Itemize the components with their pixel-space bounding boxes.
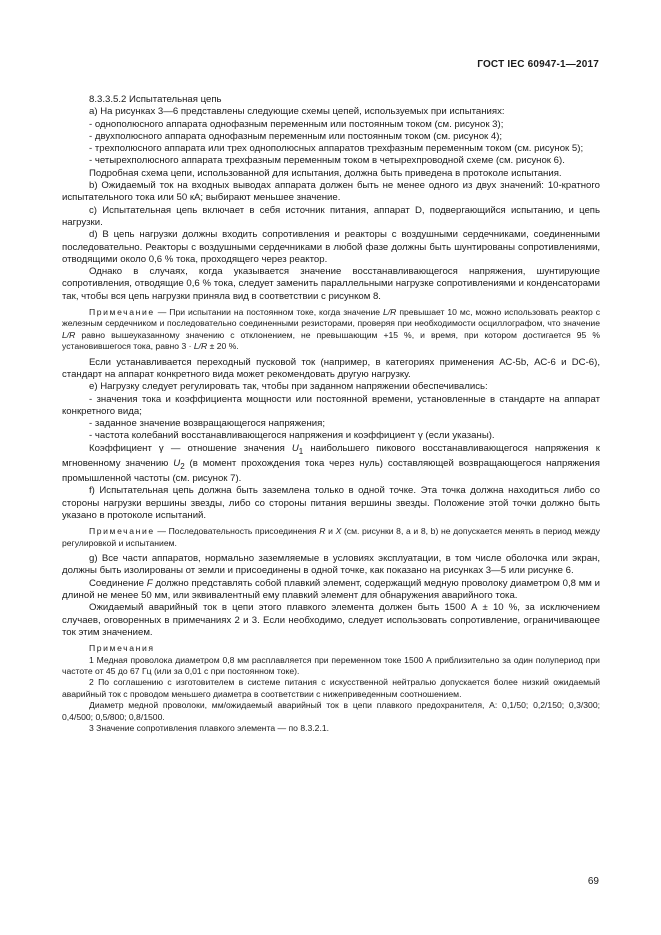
note-1 <box>62 307 600 353</box>
list-item: - частота колебаний восстанавливающегося напряжения и коэффициент γ (если указаны). <box>89 430 495 442</box>
text: (в момент прохождения тока через нуль) составляющей возвращающегося напряжения промышленной частоты (см. рисунок 7). <box>62 457 600 485</box>
item-d: d) В цепь нагрузки должны входить сопротивления и реакторы с воздушными сердечниками, соединенными последовательно. Реакторы с воздушными сердечниками в любой фазе должны быть шунтированы сопротивлениями, отводящими около 0,6 % тока, проходящего через реактор. <box>62 229 600 265</box>
paragraph: Ожидаемый аварийный ток в цепи этого плавкого элемента должен быть 1500 А ± 10 %, за исключением случаев, оговоренных в примечаниях 2 и 3. Если необходимо, следует использовать сопротивление, ограничивающее ток этим значением. <box>62 602 600 638</box>
item-g: g) Все части аппаратов, нормально заземляемые в условиях эксплуатации, в том числе оболочка или экран, должны быть изолированы от земли и присоединены в одной точке, как показано на рисунках 3—5 или рисунке 6. <box>62 553 600 577</box>
note-item-2-values: Диаметр медной проволоки, мм/ожидаемый аварийный ток в цепи плавкого предохранителя, А: 0,1/50; 0,2/150; 0,3/300; 0,4/500; 0,5/800; 0,8/1500. <box>62 700 600 722</box>
section-heading: 8.3.3.5.2 Испытательная цепь <box>89 94 222 105</box>
note-text: — Последовательность присоединения <box>154 526 320 537</box>
note-text: равно вышеуказанному значению с отклонением, не превышающим +15 %, и время, при котором достигается 95 % установившегося тока, равно 3 · <box>62 329 600 352</box>
formula: L/R <box>193 341 208 352</box>
notes-heading: Примечания <box>89 643 155 654</box>
list-item: - трехполюсного аппарата или трех однополюсных аппаратов трехфазным переменным током (см. рисунок 5); <box>89 143 584 155</box>
note-text: ± 20 %. <box>207 341 239 352</box>
symbol: F <box>146 577 153 589</box>
paragraph: Однако в случаях, когда указывается значение восстанавливающегося напряжения, шунтирующие сопротивления, отводящие 0,6 % тока, следует заменить параллельными нагрузке сопротивлениями и конденсаторами так, чтобы вся цепь нагрузки приняла вид в соответствии с рисунком 8. <box>62 266 600 302</box>
note-item-3: 3 Значение сопротивления плавкого элемента — по 8.3.2.1. <box>89 723 330 734</box>
gamma-definition <box>62 443 600 486</box>
item-f: f) Испытательная цепь должна быть заземлена только в одной точке. Эта точка должна находиться либо со стороны нагрузки вершины звезды, либо со стороны питания вершины звезды. Положение этой точки должно быть указано в протоколе испытаний. <box>62 485 600 522</box>
list-item: - однополюсного аппарата однофазным переменным или постоянным током (см. рисунок 3); <box>89 118 504 130</box>
text: должно представлять собой плавкий элемент, содержащий медную проволоку диаметром 0,8 мм и длиной не менее 50 мм, или эквивалентный ему плавкий элемент для обнаружения аварийного тока. <box>62 577 600 602</box>
note-item-2: 2 По соглашению с изготовителем в системе питания с искусственной нейтралью допускается более низкий ожидаемый аварийный ток с проводом меньшего диаметра в соответствии с нижеприведенным соотношением. <box>62 677 600 699</box>
note-label: Примечание <box>89 526 155 537</box>
note-2 <box>62 526 600 549</box>
list-item: - значения тока и коэффициента мощности или постоянной времени, установленные в стандарте на аппарат конкретного вида; <box>62 393 600 417</box>
subscript: 2 <box>180 461 185 471</box>
list-item: - двухполюсного аппарата однофазным переменным или постоянным током (см. рисунок 4); <box>89 130 503 142</box>
formula: L/R <box>383 307 397 318</box>
standard-code-header: ГОСТ IEC 60947-1—2017 <box>477 59 599 70</box>
note-text: превышает 10 мс, можно использовать реактор с железным сердечником и последовательно соединенными резисторами, проверяя при необходимости осциллографом, что значение <box>62 307 600 329</box>
text: Коэффициент γ — отношение значения <box>89 442 292 454</box>
list-item: - четырехполюсного аппарата трехфазным переменным током в четырехпроводной схеме (см. рисунок 6). <box>89 155 565 167</box>
item-a: а) На рисунках 3—6 представлены следующие схемы цепей, используемых при испытаниях: <box>89 106 505 118</box>
item-b: b) Ожидаемый ток на входных выводах аппарата должен быть не менее одного из двух значений: 10-кратного испытательного тока или 50 кА; выбирают меньшее значение. <box>62 180 600 204</box>
paragraph: Если устанавливается переходный пусковой ток (например, в категориях применения АС-5b, АС-6 и DC-6), стандарт на аппарат конкретного вида может рекомендовать другую нагрузку. <box>62 356 600 380</box>
connection-f <box>62 578 600 603</box>
note-text: и <box>325 526 336 537</box>
symbol: X <box>335 526 342 537</box>
item-e: е) Нагрузку следует регулировать так, чтобы при заданном напряжении обеспечивались: <box>89 381 488 393</box>
subscript: 1 <box>298 446 304 456</box>
list-item: - заданное значение возвращающегося напряжения; <box>89 418 326 430</box>
page-number: 69 <box>587 876 599 887</box>
formula: L/R <box>62 329 76 340</box>
note-item-1: 1 Медная проволока диаметром 0,8 мм расплавляется при переменном токе 1500 А приблизительно за один полупериод при частоте от 45 до 67 Гц (или за 0,01 с при постоянном токе). <box>62 654 600 677</box>
item-c: с) Испытательная цепь включает в себя источник питания, аппарат D, подвергающийся испытанию, и цепь нагрузки. <box>62 204 600 228</box>
note-text: — При испытании на постоянном токе, когда значение <box>154 307 384 318</box>
symbol: U <box>291 442 299 454</box>
note-text: (см. рисунки 8, а и 8, b) не допускается менять в период между регулировкой и испытанием. <box>62 526 600 548</box>
text: наибольшего пикового восстанавливающегося напряжения к мгновенному значению <box>62 442 601 469</box>
symbol: R <box>319 526 326 537</box>
page-content <box>62 94 600 734</box>
note-label: Примечание <box>89 307 155 318</box>
paragraph: Подробная схема цепи, использованной для испытания, должна быть приведена в протоколе испытания. <box>89 167 562 179</box>
symbol: U <box>173 457 181 469</box>
text: Соединение <box>89 577 147 589</box>
